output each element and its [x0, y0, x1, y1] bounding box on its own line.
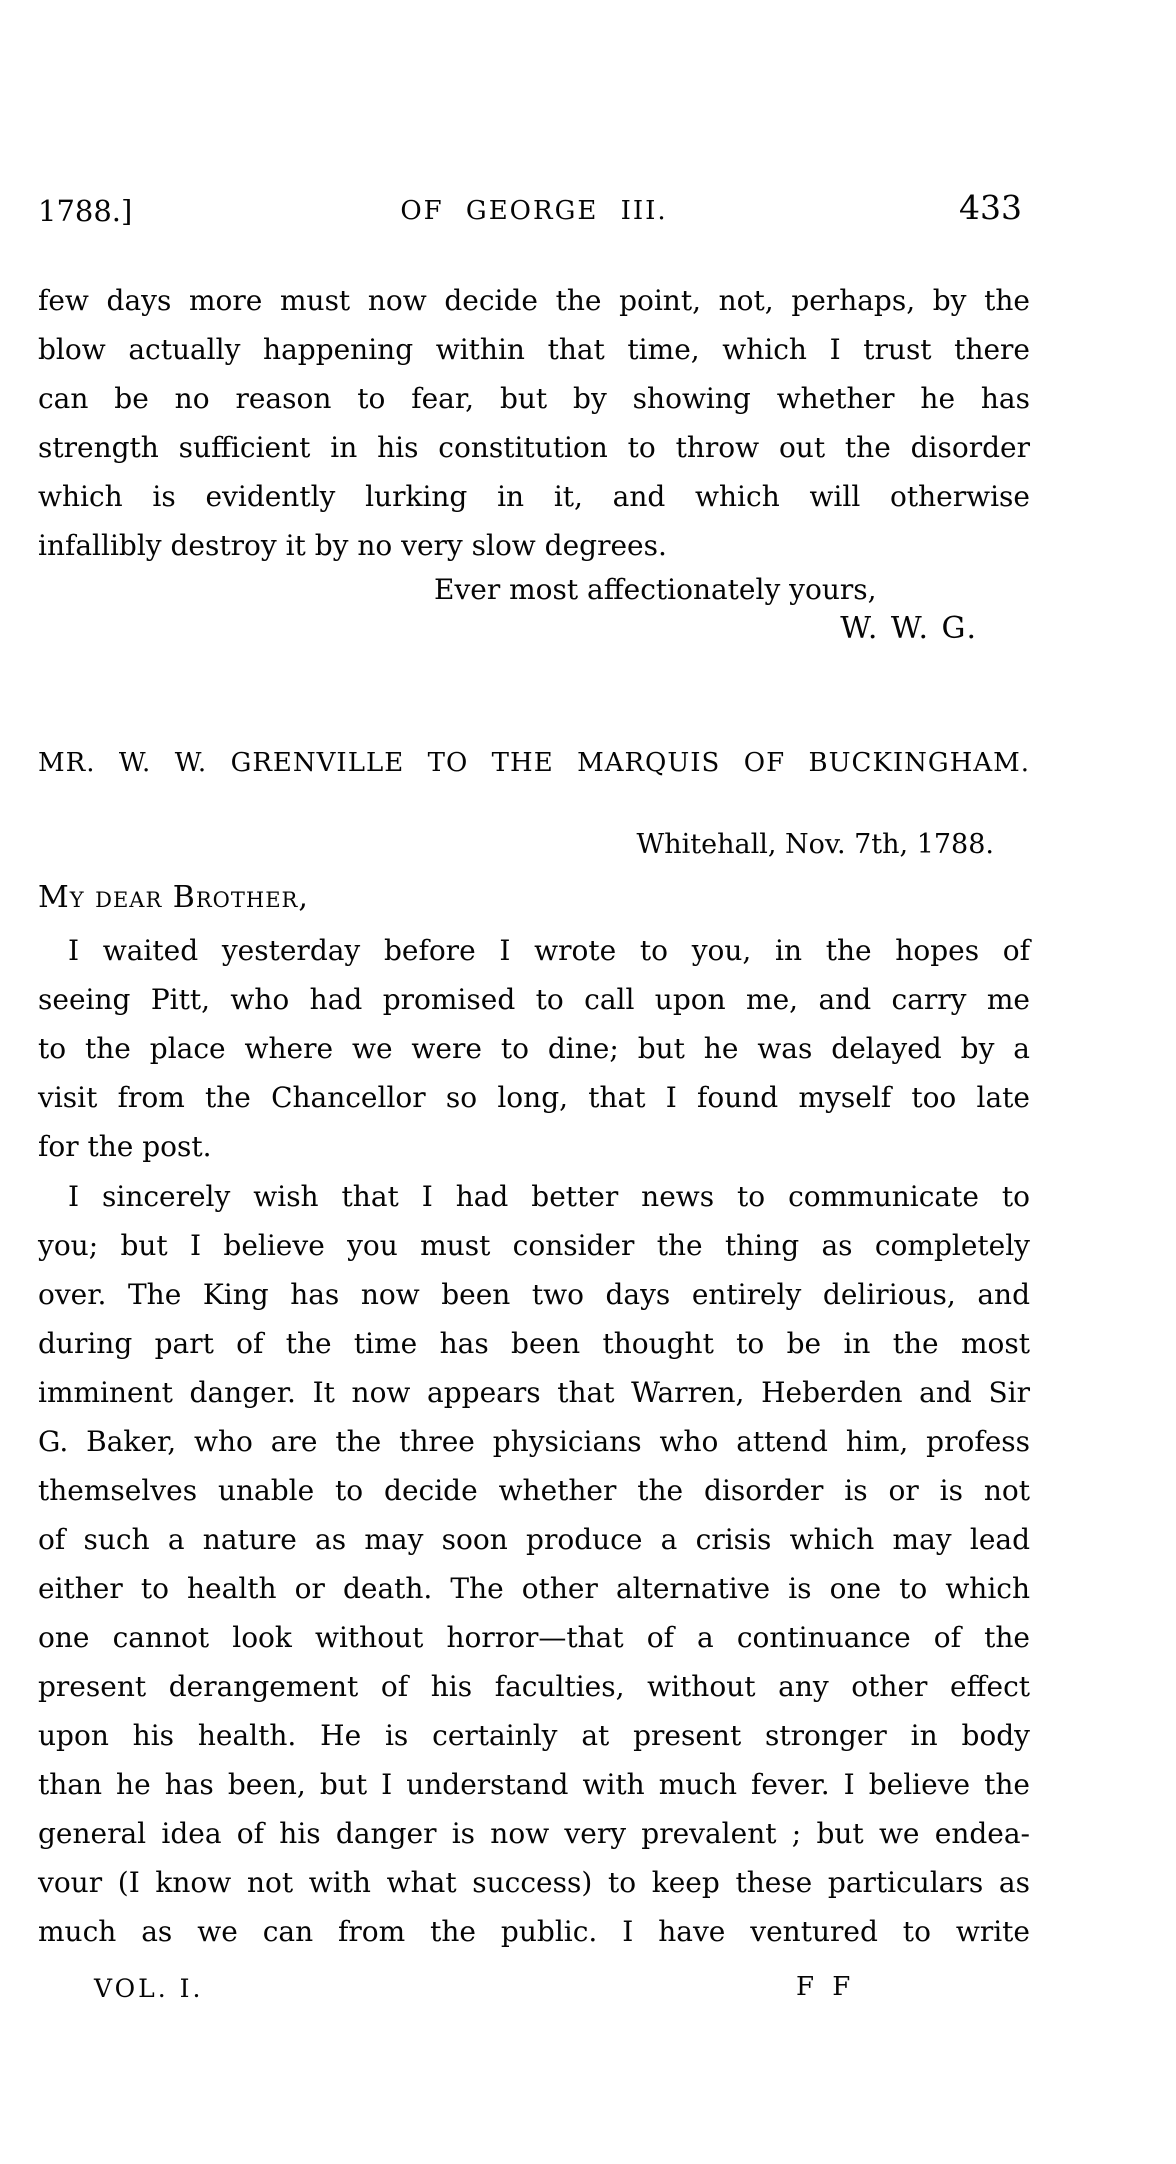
text-line: visit from the Chancellor so long, that I found myself too late — [38, 1081, 1030, 1114]
text-line: present derangement of his faculties, without any other effect — [38, 1670, 1030, 1703]
letter-dateline: Whitehall, Nov. 7th, 1788. — [636, 829, 994, 860]
text-line: one cannot look without horror—that of a continuance of the — [38, 1621, 1030, 1654]
text-line: you; but I believe you must consider the thing as completely — [38, 1229, 1030, 1262]
text-line: than he has been, but I understand with much fever. I believe the — [38, 1768, 1030, 1801]
header-year: 1788.] — [38, 194, 133, 228]
text-line: vour (I know not with what success) to keep these particulars as — [38, 1866, 1030, 1899]
text-line: I sincerely wish that I had better news to communicate to — [68, 1180, 1030, 1213]
text-line: during part of the time has been thought to be in the most — [38, 1327, 1030, 1360]
text-line: much as we can from the public. I have ventured to write — [38, 1915, 1030, 1948]
text-line: G. Baker, who are the three physicians who attend him, profess — [38, 1425, 1030, 1458]
letter-signature: W. W. G. — [840, 611, 978, 646]
text-line: imminent danger. It now appears that Warren, Heberden and Sir — [38, 1376, 1030, 1409]
text-line: upon his health. He is certainly at present stronger in body — [38, 1719, 1030, 1752]
text-line: over. The King has now been two days entirely delirious, and — [38, 1278, 1030, 1311]
text-line: general idea of his danger is now very prevalent ; but we endea- — [38, 1817, 1030, 1850]
page-number: 433 — [959, 188, 1022, 227]
text-line: I waited yesterday before I wrote to you, in the hopes of — [68, 934, 1030, 967]
text-line: for the post. — [38, 1130, 212, 1163]
letter-paragraph-2 — [38, 1172, 1030, 1956]
text-line: infallibly destroy it by no very slow degrees. — [38, 529, 667, 562]
text-line: strength sufficient in his constitution to throw out the disorder — [38, 431, 1030, 464]
text-line: few days more must now decide the point, not, perhaps, by the — [38, 284, 1030, 317]
printer-signature-mark: F F — [796, 1972, 851, 2002]
letter-heading: MR. W. W. GRENVILLE TO THE MARQUIS OF BUCKINGHAM. — [38, 748, 1030, 778]
text-line: can be no reason to fear, but by showing whether he has — [38, 382, 1030, 415]
text-line: to the place where we were to dine; but he was delayed by a — [38, 1032, 1030, 1065]
text-line: of such a nature as may soon produce a crisis which may lead — [38, 1523, 1030, 1556]
letter-paragraph-1 — [38, 926, 1030, 1171]
text-line: seeing Pitt, who had promised to call upon me, and carry me — [38, 983, 1030, 1016]
text-line: either to health or death. The other alternative is one to which — [38, 1572, 1030, 1605]
page-header — [38, 188, 1030, 232]
paragraph-continuation — [38, 276, 1030, 570]
running-title: OF GEORGE III. — [400, 196, 668, 226]
text-line: which is evidently lurking in it, and which will otherwise — [38, 480, 1030, 513]
letter-closing: Ever most affectionately yours, — [434, 573, 877, 606]
text-line: themselves unable to decide whether the disorder is or is not — [38, 1474, 1030, 1507]
text-line: blow actually happening within that time, which I trust there — [38, 333, 1030, 366]
letter-salutation: My dear Brother, — [38, 880, 309, 915]
page-footer — [38, 1970, 1030, 2014]
volume-label: VOL. I. — [94, 1974, 204, 2003]
